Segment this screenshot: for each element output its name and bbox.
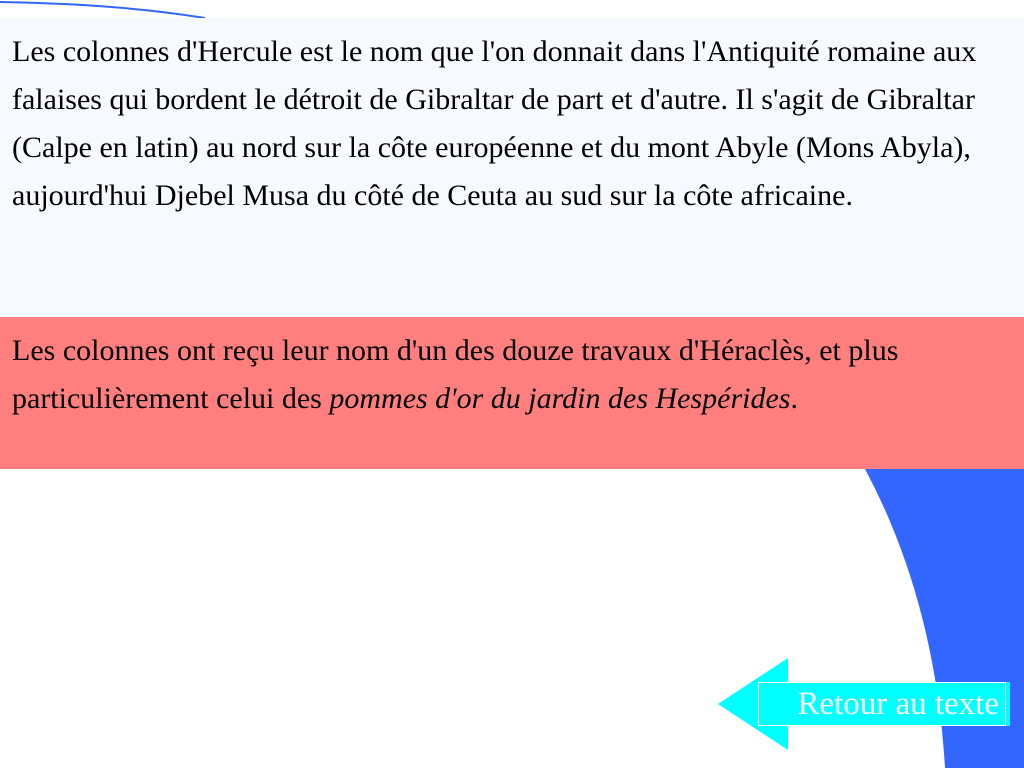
detail-text-italic: pommes d'or du jardin des Hespérides xyxy=(329,382,791,415)
intro-text: Les colonnes d'Hercule est le nom que l'on donnait dans l'Antiquité romaine aux falaises qui bordent le détroit de Gibraltar de part et d'autre. Il s'agit de Gibraltar (Calpe en latin) au nord sur la côte européenne et du mont Abyle (Mons Abyla), aujourd'hui Djebel Musa du côté de Ceuta au sud sur la côte africaine. xyxy=(12,35,977,212)
detail-text: Les colonnes ont reçu leur nom d'un des douze travaux d'Héraclès, et plus particulièrement celui des xyxy=(12,334,899,415)
top-curve-decoration xyxy=(0,2,205,18)
intro-paragraph xyxy=(0,18,1024,318)
back-to-text-button[interactable] xyxy=(718,658,1010,750)
detail-text-end: . xyxy=(790,382,798,415)
detail-paragraph xyxy=(0,317,1024,469)
back-to-text-label: Retour au texte xyxy=(758,682,1006,726)
